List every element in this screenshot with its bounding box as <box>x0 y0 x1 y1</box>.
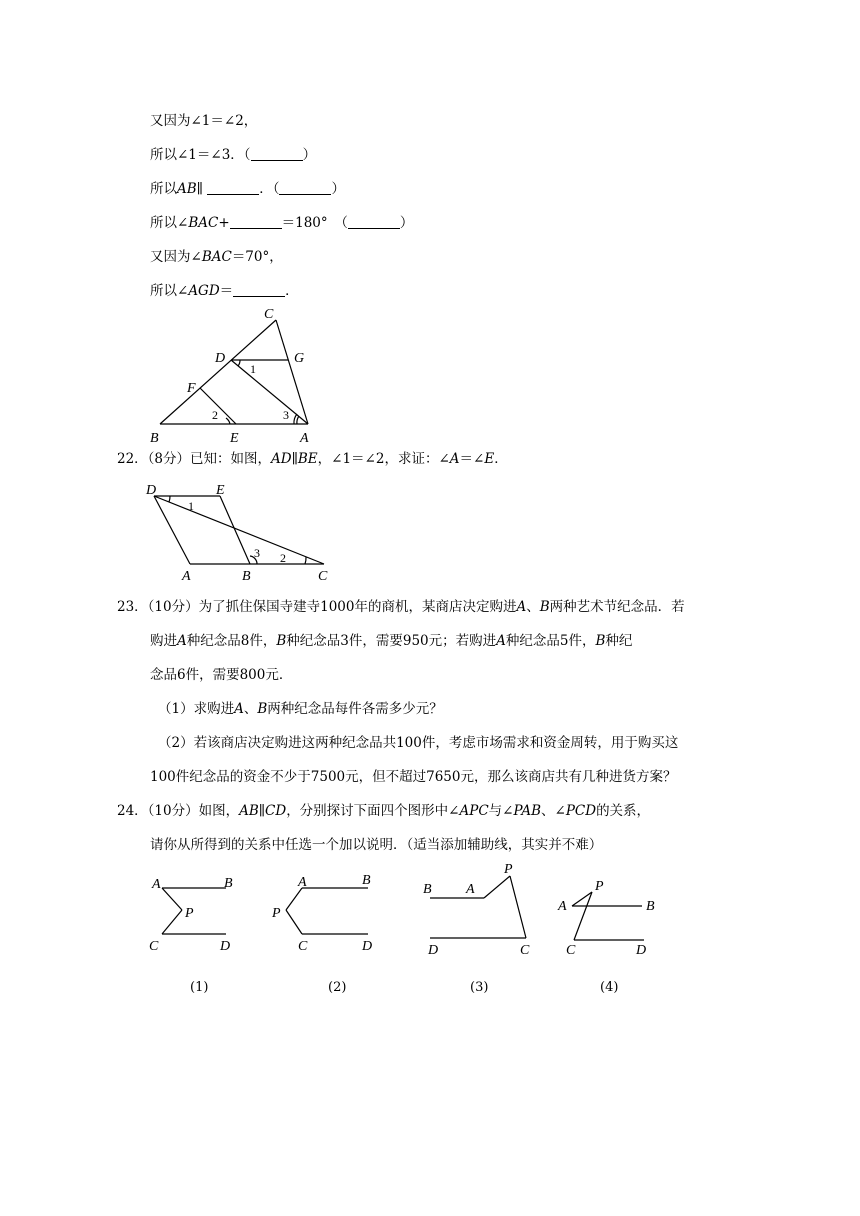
answer-blank[interactable] <box>230 214 282 229</box>
q23-part-1: （1）求购进A、B两种纪念品每件各需多少元？ <box>158 701 443 717</box>
label-1: 1 <box>250 362 256 376</box>
q21-line-3: 所以AB∥ ．（ ） <box>150 181 345 197</box>
label-D: D <box>215 351 226 366</box>
label-P: P <box>185 906 194 921</box>
q24-figure-3 <box>423 862 530 958</box>
q23-line-2: 购进A种纪念品8件，B种纪念品3件，需要950元；若购进A种纪念品5件，B种纪 <box>150 633 633 649</box>
label-2: 2 <box>212 408 218 422</box>
label-B: B <box>423 882 432 897</box>
label-B: B <box>242 569 251 584</box>
q22-statement: 22．（8分）已知：如图，AD∥BE，∠1＝∠2，求证：∠A＝∠E． <box>117 451 508 467</box>
label-F: F <box>187 381 196 396</box>
label-D: D <box>636 943 647 958</box>
segment-BC <box>160 320 276 424</box>
caption-2: (2) <box>328 980 347 995</box>
segment-EB <box>220 496 250 564</box>
caption-4: (4) <box>600 980 619 995</box>
segment-DA <box>154 496 190 564</box>
label-E: E <box>230 431 239 446</box>
angle-1-arc <box>169 496 170 502</box>
segment-CA <box>276 320 308 424</box>
q24-figure-1 <box>149 876 233 954</box>
label-C: C <box>566 943 576 958</box>
label-C: C <box>264 307 274 322</box>
label-C: C <box>149 939 159 954</box>
label-A: A <box>298 875 307 890</box>
label-A: A <box>466 882 475 897</box>
answer-blank[interactable] <box>279 180 331 195</box>
segment-FE <box>200 388 236 424</box>
label-P: P <box>272 906 281 921</box>
label-3: 3 <box>283 408 289 422</box>
q24-line-2: 请你从所得到的关系中任选一个加以说明．（适当添加辅助线，其实并不难） <box>150 837 603 853</box>
label-C: C <box>520 943 530 958</box>
label-B: B <box>362 873 371 888</box>
q23-line-1: 23．（10分）为了抓住保国寺建寺1000年的商机，某商店决定购进A、B两种艺术节纪念品．若 <box>117 599 685 615</box>
label-D: D <box>146 483 157 498</box>
label-A: A <box>558 899 567 914</box>
answer-blank[interactable] <box>207 180 259 195</box>
label-A: A <box>152 877 161 892</box>
label-B: B <box>224 876 233 891</box>
label-1: 1 <box>188 499 194 513</box>
caption-1: (1) <box>190 980 209 995</box>
angle-3-arc <box>297 416 299 424</box>
segment-DC <box>154 496 324 564</box>
q21-figure <box>140 300 340 450</box>
angle-2-arc <box>226 418 230 424</box>
q21-line-4: 所以∠BAC+ ＝180° （ ） <box>150 215 414 231</box>
label-C: C <box>298 939 308 954</box>
label-A: A <box>182 569 191 584</box>
q24-figures <box>140 862 700 972</box>
label-B: B <box>646 899 655 914</box>
q21-line-6: 所以∠AGD＝ ． <box>150 283 299 299</box>
angle-1-arc <box>238 360 240 366</box>
q21-line-1: 又因为∠1＝∠2， <box>150 113 258 129</box>
q21-line-5: 又因为∠BAC＝70°， <box>150 249 283 265</box>
q23-part-2: （2）若该商店决定购进这两种纪念品共100件，考虑市场需求和资金周转，用于购买这 <box>158 735 679 751</box>
answer-blank[interactable] <box>251 146 303 161</box>
label-E: E <box>216 483 225 498</box>
angle-2-arc <box>305 557 306 564</box>
q23-line-3: 念品6件，需要800元． <box>150 667 293 683</box>
label-C: C <box>318 569 328 584</box>
label-P: P <box>504 862 513 877</box>
q24-figure-2 <box>271 873 372 954</box>
caption-3: (3) <box>470 980 489 995</box>
q22-figure <box>140 476 350 586</box>
label-A: A <box>300 431 309 446</box>
label-P: P <box>595 879 604 894</box>
q24-figure-4 <box>557 879 655 958</box>
q21-line-2: 所以∠1＝∠3．（ ） <box>150 147 317 163</box>
label-B: B <box>150 431 159 446</box>
label-G: G <box>294 351 305 366</box>
label-D: D <box>362 939 373 954</box>
answer-blank[interactable] <box>233 282 285 297</box>
q24-line-1: 24．（10分）如图，AB∥CD，分别探讨下面四个图形中∠APC与∠PAB、∠PCD的关系， <box>117 803 651 819</box>
label-D: D <box>428 943 439 958</box>
label-D: D <box>220 939 231 954</box>
label-3: 3 <box>254 546 260 560</box>
q23-part-2-cont: 100件纪念品的资金不少于7500元，但不超过7650元，那么该商店共有几种进货方案？ <box>150 769 677 785</box>
label-2: 2 <box>280 551 286 565</box>
answer-blank[interactable] <box>348 214 400 229</box>
